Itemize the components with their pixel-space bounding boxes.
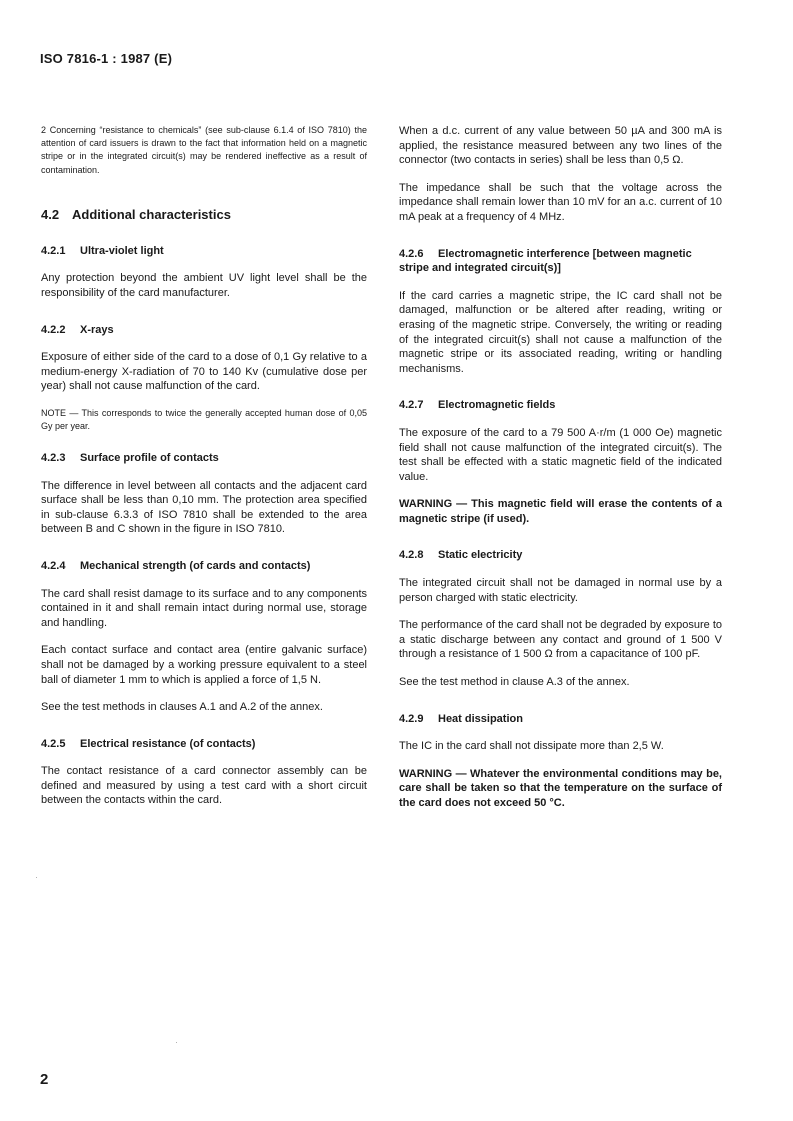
section-number: 4.2.7: [399, 399, 424, 412]
section-4-2-3-heading: [41, 451, 367, 466]
paragraph: The performance of the card shall not be degraded by exposure to a static discharge between any contact and ground of 1 500 V through a resistance of 1 500 Ω from a capacitance of 100 pF.: [399, 619, 722, 661]
section-title: Ultra-violet light: [80, 244, 164, 257]
section-4-2-2-heading: [41, 323, 367, 338]
section-4-2-4-heading: [41, 559, 367, 574]
section-number: 4.2.9: [399, 712, 424, 725]
section-number: 4.2.4: [41, 559, 66, 572]
paragraph: Each contact surface and contact area (entire galvanic surface) shall not be damaged by a working pressure equivalent to a steel ball of diameter 1 mm to which is applied a force of 1,5 N.: [41, 644, 367, 686]
paragraph: The impedance shall be such that the voltage across the impedance shall remain lower than 10 mV for an a.c. current of 10 mA peak at a frequency of 4 MHz.: [399, 181, 722, 223]
note: NOTE — This corresponds to twice the generally accepted human dose of 0,05 Gy per year.: [41, 407, 367, 431]
section-4-2-1-heading: [41, 244, 367, 259]
paragraph: The difference in level between all contacts and the adjacent card surface shall be less than 0,10 mm. The protection area specified in sub-clause 6.3.3 of ISO 7810 shall be extended to the area between B and C shown in the figure in ISO 7810.: [41, 479, 367, 536]
paragraph: The exposure of the card to a 79 500 A·r/m (1 000 Oe) magnetic field shall not cause malfunction of the integrated circuit(s). The test shall be effected with a static magnetic field of the indicated value.: [399, 426, 722, 483]
paragraph: See the test method in clause A.3 of the annex.: [399, 676, 630, 689]
section-number: 4.2.5: [41, 737, 66, 750]
section-4-2-5-heading: [41, 737, 367, 752]
right-column: [399, 124, 722, 833]
paragraph: When a d.c. current of any value between 50 µA and 300 mA is applied, the resistance measured between any two lines of the connector (two contacts in series) shall be less than 0,5 Ω.: [399, 125, 722, 167]
section-title: Electromagnetic interference [between magnetic stripe and integrated circuit(s)]: [399, 247, 692, 275]
scan-speck: [176, 1042, 177, 1043]
warning-magnetic-field: WARNING — This magnetic field will erase the contents of a magnetic stripe (if used).: [399, 498, 722, 525]
section-title: Electromagnetic fields: [438, 399, 556, 412]
paragraph: Exposure of either side of the card to a dose of 0,1 Gy relative to a medium-energy X-radiation of 70 to 140 Kv (cumulative dose per year) shall not cause malfunction of the card.: [41, 351, 367, 393]
section-4-2-8-heading: [399, 548, 722, 563]
section-title: X-rays: [80, 323, 114, 336]
section-number: 4.2.1: [41, 244, 66, 257]
document-header: ISO 7816-1 : 1987 (E): [40, 51, 173, 66]
page-number: 2: [40, 1071, 49, 1088]
section-4-2-heading: [41, 207, 367, 222]
section-title: Additional characteristics: [72, 206, 231, 222]
section-number: 4.2: [41, 206, 60, 222]
paragraph: The card shall resist damage to its surface and to any components contained in it and shall remain intact during normal use, storage and handling.: [41, 587, 367, 629]
section-number: 4.2.3: [41, 451, 66, 464]
section-title: Electrical resistance (of contacts): [80, 737, 256, 750]
warning-temperature: WARNING — Whatever the environmental conditions may be, care shall be taken so that the temperature on the surface of the card does not exceed 50 °C.: [399, 767, 722, 809]
section-4-2-6-heading: [399, 247, 722, 276]
section-number: 4.2.8: [399, 549, 424, 562]
paragraph: If the card carries a magnetic stripe, the IC card shall not be damaged, malfunction or be altered after reading, writing or erasing of the magnetic stripe. Conversely, the writing or reading of the integrated circuit(s) shall not cause a malfunction of the magnetic stripe or its associated reading, writing or handling mechanisms.: [399, 289, 722, 375]
section-4-2-9-heading: [399, 712, 722, 727]
section-title: Mechanical strength (of cards and contacts): [80, 559, 311, 572]
left-column: [41, 124, 367, 821]
paragraph: See the test methods in clauses A.1 and A.2 of the annex.: [41, 701, 323, 714]
section-title: Surface profile of contacts: [80, 451, 219, 464]
paragraph: The integrated circuit shall not be damaged in normal use by a person charged with static electricity.: [399, 577, 722, 604]
paragraph: The contact resistance of a card connector assembly can be defined and measured by using a test card with a short circuit between the contacts within the card.: [41, 765, 367, 807]
footnote-2: 2 Concerning “resistance to chemicals” (see sub-clause 6.1.4 of ISO 7810) the attention of card issuers is drawn to the fact that information held on a magnetic stripe or in the integrated circuit(s) may be rendered ineffective as a result of contamination.: [41, 125, 367, 175]
section-title: Static electricity: [438, 549, 523, 562]
section-title: Heat dissipation: [438, 712, 523, 725]
section-number: 4.2.2: [41, 323, 66, 336]
paragraph: Any protection beyond the ambient UV light level shall be the responsibility of the card manufacturer.: [41, 272, 367, 299]
section-4-2-7-heading: [399, 398, 722, 413]
paragraph: The IC in the card shall not dissipate more than 2,5 W.: [399, 740, 664, 753]
section-number: 4.2.6: [399, 247, 424, 260]
scan-speck: [36, 877, 37, 878]
